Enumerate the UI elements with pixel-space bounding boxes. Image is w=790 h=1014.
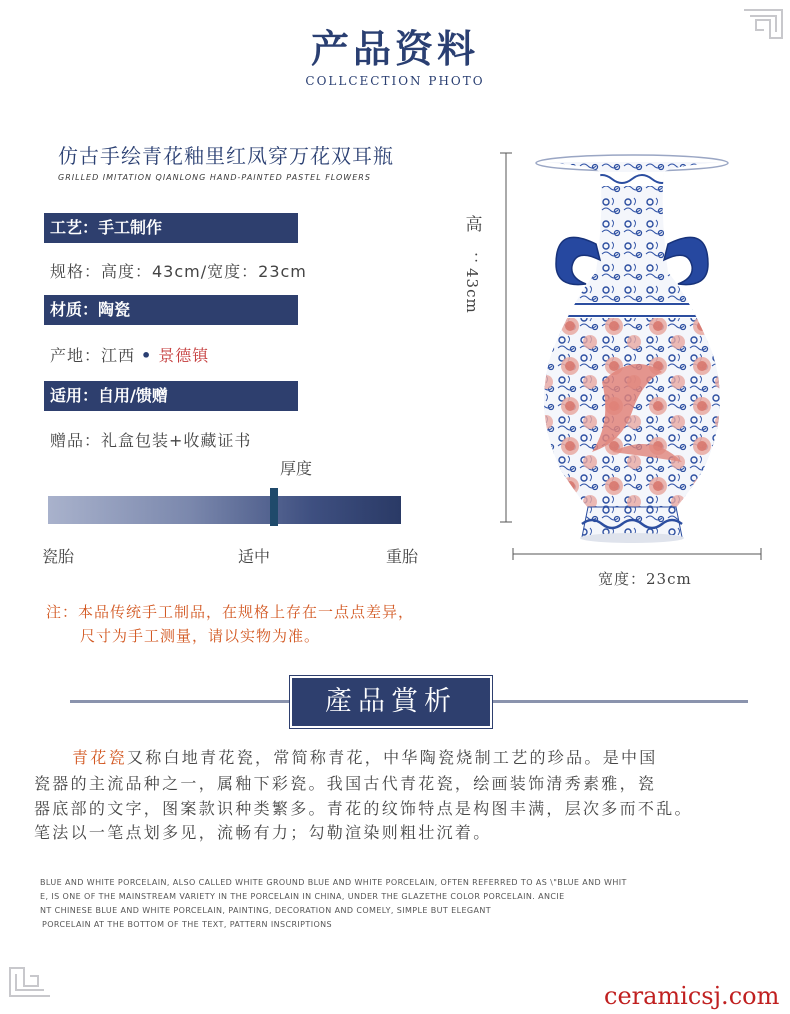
width-label: 宽度：23cm [598,570,692,588]
appreciation-highlight: 青花瓷 [72,748,127,767]
height-dimension-line [498,152,514,522]
thickness-title: 厚度 [280,459,313,478]
note-line-1: 注：本品传统手工制品，在规格上存在一点点差异， [46,603,415,621]
corner-ornament-top-right [742,6,784,42]
watermark: ceramicsj.com [604,982,780,1010]
height-value: ：43cm [463,252,481,314]
appreciation-line-1-text: 又称白地青花瓷，常简称青花，中华陶瓷烧制工艺的珍品。是中国 [126,748,658,767]
english-paragraph-line-3: NT CHINESE BLUE AND WHITE PORCELAIN, PAINTING, DECORATION AND COMELY, SIMPLE BUT ELEGANT [40,906,492,915]
thickness-label-thin: 瓷胎 [42,547,75,566]
origin-city: 景德镇 [158,346,210,365]
origin-separator: • [141,346,153,365]
english-paragraph-line-1: BLUE AND WHITE PORCELAIN, ALSO CALLED WHITE GROUND BLUE AND WHITE PORCELAIN, OFTEN REFERRED TO AS \"BLUE AND WHIT [40,878,627,887]
appreciation-title: 產品賞析 [290,676,492,728]
size-line: 规格：高度：43cm/宽度：23cm [50,262,307,281]
appreciation-paragraph-line-3: 器底部的文字，图案款识种类繁多。青花的纹饰特点是构图丰满，层次多而不乱。 [34,799,693,818]
page-subtitle: COLLCECTION PHOTO [305,74,485,88]
english-paragraph-line-2: E, IS ONE OF THE MAINSTREAM VARIETY IN THE PORCELAIN IN CHINA, UNDER THE GLAZETHE COLOR PORCELAIN. ANCIE [40,892,565,901]
width-dimension-line [512,546,762,562]
origin-prefix: 产地：江西 [50,346,136,365]
material-label-bar: 材质：陶瓷 [44,295,298,325]
craft-label-bar: 工艺：手工制作 [44,213,298,243]
product-name: 仿古手绘青花釉里红凤穿万花双耳瓶 [58,144,394,168]
gift-line: 赠品：礼盒包装+收藏证书 [50,431,252,450]
use-label-bar: 适用：自用/馈赠 [44,381,298,411]
page-title: 产品资料 [310,26,479,71]
appreciation-paragraph-line-1 [34,745,754,771]
product-name-english: GRILLED IMITATION QIANLONG HAND-PAINTED PASTEL FLOWERS [58,173,371,182]
vase-image [512,152,752,547]
height-label: 高 [465,215,483,235]
thickness-label-heavy: 重胎 [386,547,419,566]
thickness-label-medium: 适中 [238,547,271,566]
appreciation-paragraph-line-2: 瓷器的主流品种之一，属釉下彩瓷。我国古代青花瓷，绘画装饰清秀素雅，瓷 [34,774,657,793]
thickness-marker [270,488,278,526]
corner-ornament-bottom-left [6,964,48,1000]
thickness-bar [48,496,401,524]
note-line-2: 尺寸为手工测量，请以实物为准。 [80,627,321,645]
origin-line [50,343,209,366]
appreciation-paragraph-line-4: 笔法以一笔点划多见，流畅有力；勾勒渲染则粗壮沉着。 [34,823,492,842]
height-value-wrap [462,252,484,332]
english-paragraph-line-4: PORCELAIN AT THE BOTTOM OF THE TEXT, PATTERN INSCRIPTIONS [42,920,333,929]
